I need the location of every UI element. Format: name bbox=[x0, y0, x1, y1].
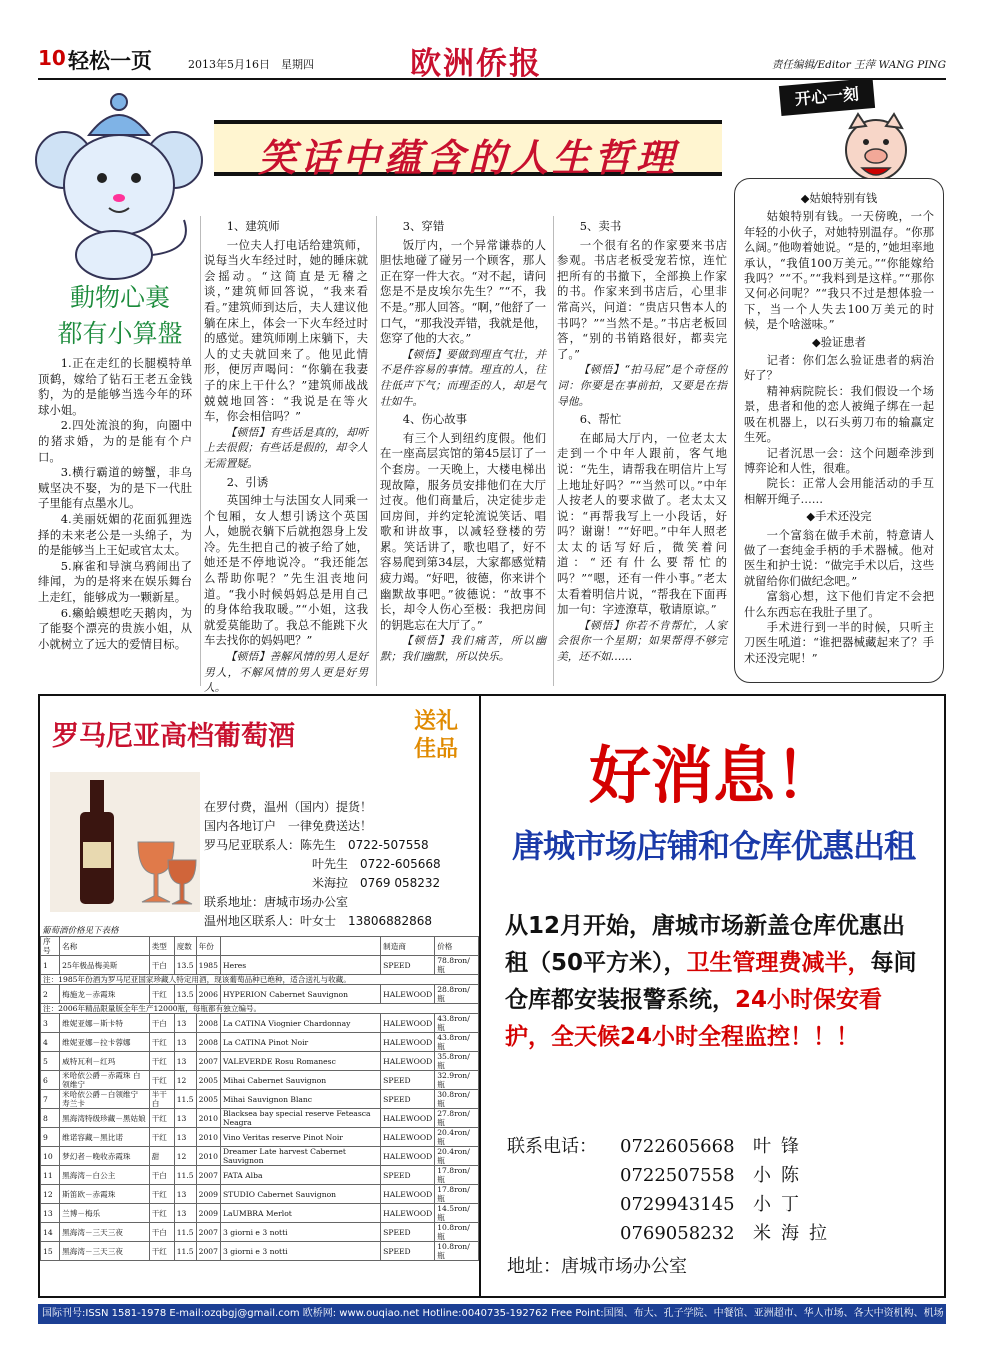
table-cell: SPEED bbox=[381, 956, 435, 975]
joke-text: 一个很有名的作家要来书店参观。书店老板受宠若惊，连忙把所有的书撤下，全部换上作家的书。作家来到书店后，心里非常高兴，问道：“贵店只售本人的书吗？”“当然不是。”书店老板回答，“别的书销路很好，都卖完了。” bbox=[557, 237, 727, 361]
animals-column bbox=[38, 356, 192, 686]
table-note-cell: 注：2006年精品限量版全年生产12000瓶，每瓶都有独立编号。 bbox=[41, 1004, 479, 1014]
animal-item: 5.麻雀和导演乌鸦闹出了绯闻，为的是将来在娱乐舞台上走红，能够成为一颗新星。 bbox=[38, 558, 192, 604]
table-row bbox=[41, 1128, 479, 1147]
table-row bbox=[41, 956, 479, 975]
happy-title: ◆手术还没完 bbox=[806, 510, 872, 524]
table-header-cell: 价格 bbox=[435, 937, 479, 956]
good-news-text: 好消息！ bbox=[588, 739, 837, 812]
contact-name: 小丁 bbox=[753, 1194, 809, 1215]
table-cell: 黑海湾－三天三夜 bbox=[60, 1223, 150, 1242]
table-cell: 17.8ron/瓶 bbox=[435, 1185, 479, 1204]
table-cell: 2009 bbox=[196, 1185, 220, 1204]
price-caption: 葡萄酒价格见下表格 bbox=[42, 926, 119, 936]
table-row bbox=[41, 1071, 479, 1090]
table-cell: Mihai Sauvignon Blanc bbox=[220, 1090, 380, 1109]
wine-contact: 罗马尼亚联系人：陈先生 0722-507558 bbox=[204, 838, 429, 852]
table-cell: 3 giorni e 3 notti bbox=[220, 1242, 380, 1261]
happy-title: ◆验证患者 bbox=[812, 335, 866, 349]
table-cell: 干红 bbox=[149, 1128, 174, 1147]
table-cell: 干红 bbox=[149, 1052, 174, 1071]
table-cell: SPEED bbox=[381, 1223, 435, 1242]
good-news-badge bbox=[563, 726, 863, 822]
wine-contact: 米海拉 0769 058232 bbox=[312, 876, 441, 890]
table-cell: HALEWOOD bbox=[381, 1185, 435, 1204]
table-cell: 米哈依公爵－白领维宁 寿兰卡 bbox=[60, 1090, 150, 1109]
rent-text: 从12月开始，唐城市场新盖仓库优惠出租（50平方米）， bbox=[505, 913, 906, 976]
happy-text: 富翁心想，这下他们肯定不会把什么东西忘在我肚子里了。 bbox=[744, 590, 934, 619]
table-cell: 半干白 bbox=[149, 1090, 174, 1109]
table-cell: 9 bbox=[41, 1128, 60, 1147]
table-cell: 27.8ron/瓶 bbox=[435, 1109, 479, 1128]
mouse-cartoon-icon bbox=[34, 90, 204, 280]
table-cell: Vino Veritas reserve Pinot Noir bbox=[220, 1128, 380, 1147]
joke-title: 1、建筑师 bbox=[226, 219, 280, 233]
table-cell: 15 bbox=[41, 1242, 60, 1261]
table-cell: 干白 bbox=[149, 956, 174, 975]
joke-title: 3、穿错 bbox=[402, 219, 445, 233]
table-cell: 30.8ron/瓶 bbox=[435, 1090, 479, 1109]
animal-item: 4.美丽妩媚的花面狐狸选择的未来老公是一头绵子，为的是能够当上王妃或官太太。 bbox=[38, 511, 192, 558]
joke-text: 英国绅士与法国女人同乘一个包厢，女人想引诱这个英国人，她脱衣躺下后就抱怨身上发冷。先生把自己的被子给了她，她还是不停地说冷。“我还能怎么帮助你呢？”先生沮丧地问道。“我小时候妈妈总是用自己的身体给我取暖。”“小姐，这我就爱莫能助了。我总不能跳下火车去找你的妈妈吧？” bbox=[204, 493, 368, 648]
animal-item: 2.四处流浪的狗，向圈中的猪求婚，为的是能有个户口。 bbox=[38, 418, 192, 464]
contact-name: 小陈 bbox=[753, 1165, 809, 1186]
pig-cartoon-icon bbox=[840, 108, 912, 188]
table-cell: 13 bbox=[174, 1109, 196, 1128]
table-cell: 12 bbox=[174, 1147, 196, 1166]
table-cell: Heres bbox=[220, 956, 380, 975]
wine-ad-title: 罗马尼亚高档葡萄酒 bbox=[52, 721, 295, 752]
table-cell: 10.8ron/瓶 bbox=[435, 1242, 479, 1261]
table-cell: 2008 bbox=[196, 1033, 220, 1052]
joke-text: 饭厅内，一个异常谦恭的人胆怯地碰了碰另一个顾客，那人正在穿一件大衣。“对不起，请问您是不是皮埃尔先生？”“不，我不是。”那人回答。“啊，”他舒了一口气，“那我没弄错，我就是他，您穿了他的大衣。” bbox=[380, 237, 546, 346]
masthead-logo: 欧洲侨报 bbox=[410, 46, 542, 82]
wine-contact: 叶先生 0722-605668 bbox=[312, 857, 441, 871]
table-cell: 28.8ron/瓶 bbox=[435, 985, 479, 1004]
table-cell: 20.4ron/瓶 bbox=[435, 1147, 479, 1166]
happy-text: 姑娘特别有钱。一天傍晚，一个年轻的小伙子，对她特别温存。“你那么阔。”他吻着她说。“是的，”她坦率地承认，“我值100万美元。”“你能嫁给我吗？”“不。”“我料到是这样。”“那你又何必问呢？”“我只不过是想体验一下，当一个人失去100万美元的时候，是个啥滋味。” bbox=[744, 210, 934, 332]
table-cell: 13.5 bbox=[174, 985, 196, 1004]
table-cell: 2006 bbox=[196, 985, 220, 1004]
section-title: 轻松一页 bbox=[68, 49, 152, 73]
footer-bar: 国际刊号:ISSN 1581-1978 E-mail:ozqbgj@gmail.com 欧桥网: www.ouqiao.net Hotline:0040735-192762 Free Point:国图、布大、孔子学院、中餐馆、亚洲超市、华人市场、各大中资机构、机场 bbox=[38, 1304, 946, 1324]
table-cell: 11.5 bbox=[174, 1223, 196, 1242]
wine-bottle-icon bbox=[50, 772, 200, 912]
table-cell: HALEWOOD bbox=[381, 1147, 435, 1166]
table-cell: 11 bbox=[41, 1166, 60, 1185]
issue-date: 2013年5月16日 星期四 bbox=[188, 58, 314, 71]
contact-name: 叶锋 bbox=[753, 1136, 809, 1157]
table-cell: 2010 bbox=[196, 1109, 220, 1128]
table-cell: Mihai Cabernet Sauvignon bbox=[220, 1071, 380, 1090]
table-cell: 维妮亚娜－斯卡特 bbox=[60, 1014, 150, 1033]
table-cell: FATA Alba bbox=[220, 1166, 380, 1185]
joke-title: 5、卖书 bbox=[579, 219, 622, 233]
table-cell: 兰博－梅乐 bbox=[60, 1204, 150, 1223]
ad-section bbox=[38, 694, 946, 1298]
table-cell: HALEWOOD bbox=[381, 985, 435, 1004]
joke-moral: 【顿悟】有些话是真的，却听上去很假；有些话是假的，却令人无需置疑。 bbox=[204, 425, 368, 470]
rent-address: 地址：唐城市场办公室 bbox=[507, 1256, 687, 1277]
jokes-column-1 bbox=[200, 216, 368, 695]
table-cell: 2010 bbox=[196, 1128, 220, 1147]
happy-text: 手术进行到一半的时候，只听主刀医生吼道：“谁把器械藏起来了？手术还没完呢！” bbox=[744, 620, 934, 665]
joke-title: 4、伤心故事 bbox=[402, 412, 467, 427]
table-cell: 黑海湾－三天三夜 bbox=[60, 1242, 150, 1261]
table-cell: 干红 bbox=[149, 1109, 174, 1128]
rent-body bbox=[505, 908, 925, 1056]
table-row bbox=[41, 1166, 479, 1185]
wine-line: 国内各地订户 一律免费送达！ bbox=[204, 819, 373, 833]
table-cell: 7 bbox=[41, 1090, 60, 1109]
table-cell: 干白 bbox=[149, 1166, 174, 1185]
animals-title-line2: 都有小算盤 bbox=[57, 319, 183, 348]
table-cell: 梅施龙－赤霞珠 bbox=[60, 985, 150, 1004]
wine-price-table bbox=[40, 936, 479, 1261]
table-cell: 32.9ron/瓶 bbox=[435, 1071, 479, 1090]
phone-label: 联系电话： bbox=[507, 1136, 597, 1157]
wine-address: 联系地址：唐城市场办公室 bbox=[204, 895, 349, 909]
table-cell: La CATINA Viognier Chardonnay bbox=[220, 1014, 380, 1033]
table-cell: SPEED bbox=[381, 1090, 435, 1109]
table-cell: 3 bbox=[41, 1014, 60, 1033]
wine-wz-contact: 温州地区联系人：叶女士 13806882868 bbox=[204, 914, 432, 928]
table-cell: 11.5 bbox=[174, 1090, 196, 1109]
table-cell: 米哈依公爵－赤霞珠 白领维宁 bbox=[60, 1071, 150, 1090]
table-header-cell: 度数 bbox=[174, 937, 196, 956]
table-cell: STUDIO Cabernet Sauvignon bbox=[220, 1185, 380, 1204]
table-cell: 干红 bbox=[149, 1071, 174, 1090]
table-cell: 2007 bbox=[196, 1242, 220, 1261]
table-cell: HALEWOOD bbox=[381, 1109, 435, 1128]
table-cell: La CATINA Pinot Noir bbox=[220, 1033, 380, 1052]
table-row bbox=[41, 1090, 479, 1109]
phone-number: 0729943145 bbox=[620, 1194, 735, 1215]
table-cell: 2008 bbox=[196, 1014, 220, 1033]
page-number: 10 bbox=[38, 46, 66, 70]
table-header-row bbox=[41, 937, 479, 956]
table-cell: 2007 bbox=[196, 1052, 220, 1071]
happy-text: 记者沉思一会：这个问题牵涉到博弈论和人性，很难。 bbox=[744, 446, 934, 475]
table-cell: 14.5ron/瓶 bbox=[435, 1204, 479, 1223]
rent-text-highlight: 卫生管理费减半， bbox=[686, 950, 871, 976]
table-header-cell: 序号 bbox=[41, 937, 60, 956]
table-cell: 甜 bbox=[149, 1147, 174, 1166]
table-cell: 威特瓦利－红玛 bbox=[60, 1052, 150, 1071]
table-cell: 2007 bbox=[196, 1166, 220, 1185]
table-cell: 13 bbox=[174, 1052, 196, 1071]
table-cell: SPEED bbox=[381, 1242, 435, 1261]
table-cell: 2009 bbox=[196, 1204, 220, 1223]
table-header-cell bbox=[220, 937, 380, 956]
table-cell: 43.8ron/瓶 bbox=[435, 1014, 479, 1033]
table-cell: HALEWOOD bbox=[381, 1033, 435, 1052]
joke-text: 一位夫人打电话给建筑师，说每当火车经过时，她的睡床就会摇动。“这简直是无稽之谈，”建筑师回答说，“我来看看。”建筑师到达后，夫人建议他躺在床上，体会一下火车经过时的感觉。建筑师刚上床躺下，夫人的丈夫就回来了。他见此情形，便厉声喝问：“你躺在我妻子的床上干什么？”建筑师战战兢兢地回答：“我说是在等火车，你会相信吗？” bbox=[204, 237, 368, 424]
phone-number: 0722605668 bbox=[620, 1136, 735, 1157]
table-row bbox=[41, 1204, 479, 1223]
rent-headline: 唐城市场店铺和仓库优惠出租 bbox=[511, 827, 915, 865]
table-cell: 25年极品梅美斯 bbox=[60, 956, 150, 975]
table-cell: 维妮亚娜－拉卡蓉娜 bbox=[60, 1033, 150, 1052]
happy-moment-box bbox=[734, 178, 944, 683]
table-cell: 黑海湾特级珍藏－黑姑娘 bbox=[60, 1109, 150, 1128]
table-note-cell: 注：1985年份酒为罗马尼亚国家珍藏人特定用酒，现该葡萄品种已绝种，适合送礼与收藏。 bbox=[41, 975, 479, 985]
joke-text: 在邮局大厅内，一位老太太走到一个中年人跟前，客气地说：“先生，请帮我在明信片上写上地址好吗？”“当然可以。”中年人按老人的要求做了。老太太又说：“再帮我写上一小段话，好吗？谢谢！”“好吧。”中年人照老太太的话写好后，微笑着问道：“还有什么要帮忙的吗？”“嗯，还有一件小事。”老太太看着明信片说，“帮我在下面再加一句：字迹潦草，敬请原谅。” bbox=[557, 430, 727, 617]
table-cell: 1985 bbox=[196, 956, 220, 975]
table-cell: 干红 bbox=[149, 985, 174, 1004]
table-cell: 10.8ron/瓶 bbox=[435, 1223, 479, 1242]
wine-line: 在罗付费，温州（国内）提货！ bbox=[204, 800, 373, 814]
table-cell: 6 bbox=[41, 1071, 60, 1090]
animal-item: 3.横行霸道的螃蟹，非乌贼坚决不娶，为的是下一代肚子里能有点墨水儿。 bbox=[38, 465, 192, 511]
rent-text-highlight: 24小时保安看护，全天候24小时全程监控！！！ bbox=[505, 987, 883, 1050]
table-header-cell: 制造商 bbox=[381, 937, 435, 956]
table-cell: HYPERION Cabernet Sauvignon bbox=[220, 985, 380, 1004]
table-cell: 11.5 bbox=[174, 1242, 196, 1261]
table-row bbox=[41, 1004, 479, 1014]
jokes-column-2 bbox=[376, 216, 546, 686]
wine-ad-info bbox=[204, 798, 441, 931]
table-cell: VALEVERDE Rosu Romanesc bbox=[220, 1052, 380, 1071]
joke-moral: 【顿悟】你若不肯帮忙，人家会很你一个星期；如果帮得不够完美，还不如…… bbox=[557, 618, 727, 664]
table-cell: 斯笛欧－赤霞珠 bbox=[60, 1185, 150, 1204]
table-cell: 20.4ron/瓶 bbox=[435, 1128, 479, 1147]
table-cell: 2007 bbox=[196, 1223, 220, 1242]
table-cell: HALEWOOD bbox=[381, 1204, 435, 1223]
table-cell: 13 bbox=[174, 1128, 196, 1147]
animals-title-line1: 動物心裏 bbox=[69, 283, 170, 312]
table-cell: 3 giorni e 3 notti bbox=[220, 1223, 380, 1242]
contact-name: 米海拉 bbox=[753, 1223, 837, 1244]
table-header-cell: 类型 bbox=[149, 937, 174, 956]
table-cell: 17.8ron/瓶 bbox=[435, 1166, 479, 1185]
section-stamp: 开心一刻 bbox=[779, 78, 875, 116]
table-header-cell: 名称 bbox=[60, 937, 150, 956]
table-cell: 维诺容藏－黑比诺 bbox=[60, 1128, 150, 1147]
table-row bbox=[41, 1242, 479, 1261]
table-header-cell: 年份 bbox=[196, 937, 220, 956]
table-row bbox=[41, 975, 479, 985]
joke-moral: 【顿悟】要做到理直气壮，并不是件容易的事情。理直的人，往往低声下气；而理歪的人，却是气壮如牛。 bbox=[380, 347, 546, 408]
table-cell: 13 bbox=[174, 1014, 196, 1033]
table-cell: 5 bbox=[41, 1052, 60, 1071]
table-cell: 14 bbox=[41, 1223, 60, 1242]
table-row bbox=[41, 985, 479, 1004]
table-cell: 43.8ron/瓶 bbox=[435, 1033, 479, 1052]
table-cell: 78.8ron/瓶 bbox=[435, 956, 479, 975]
editor-credit: 责任编辑/Editor 王萍 WANG PING bbox=[771, 59, 946, 71]
table-row bbox=[41, 1147, 479, 1166]
table-cell: 1 bbox=[41, 956, 60, 975]
table-cell: 2010 bbox=[196, 1147, 220, 1166]
table-cell: 13 bbox=[174, 1185, 196, 1204]
table-row bbox=[41, 1052, 479, 1071]
table-row bbox=[41, 1109, 479, 1128]
table-cell: 11.5 bbox=[174, 1166, 196, 1185]
table-cell: 干红 bbox=[149, 1185, 174, 1204]
table-cell: LaUMBRA Merlot bbox=[220, 1204, 380, 1223]
table-cell: 干红 bbox=[149, 1242, 174, 1261]
table-cell: 13 bbox=[174, 1204, 196, 1223]
table-cell: 梦幻者－晚收赤霞珠 bbox=[60, 1147, 150, 1166]
happy-text: 院长：正常人会用能活动的手互相解开绳子…… bbox=[744, 477, 934, 506]
phone-number: 0722507558 bbox=[620, 1165, 735, 1186]
table-cell: 12 bbox=[174, 1071, 196, 1090]
happy-title: ◆姑娘特别有钱 bbox=[800, 192, 878, 205]
table-cell: SPEED bbox=[381, 1071, 435, 1090]
table-cell: Dreamer Late harvest Cabernet Sauvignon bbox=[220, 1147, 380, 1166]
table-cell: 2005 bbox=[196, 1090, 220, 1109]
feature-banner bbox=[214, 120, 722, 180]
table-cell: 2 bbox=[41, 985, 60, 1004]
page-header bbox=[38, 44, 946, 80]
table-cell: SPEED bbox=[381, 1166, 435, 1185]
table-row bbox=[41, 1033, 479, 1052]
table-cell: 2005 bbox=[196, 1071, 220, 1090]
joke-moral: 【顿悟】我们痛苦，所以幽默；我们幽默，所以快乐。 bbox=[380, 634, 546, 664]
gift-badge: 送礼佳品 bbox=[413, 709, 458, 762]
joke-title: 6、帮忙 bbox=[579, 412, 622, 427]
table-cell: 13 bbox=[41, 1204, 60, 1223]
table-cell: HALEWOOD bbox=[381, 1128, 435, 1147]
table-cell: Blacksea bay special reserve Feteasca Neagra bbox=[220, 1109, 380, 1128]
table-row bbox=[41, 1014, 479, 1033]
wine-ad bbox=[40, 696, 481, 1296]
table-cell: 干白 bbox=[149, 1014, 174, 1033]
table-cell: 13.5 bbox=[174, 956, 196, 975]
rent-text: 每间仓库都安装报警系统， bbox=[505, 950, 917, 1013]
table-cell: 35.8ron/瓶 bbox=[435, 1052, 479, 1071]
happy-text: 精神病院院长：我们假设一个场景，患者和他的恋人被绳子绑在一起吸在机器上，以石头剪刀布的输赢定生死。 bbox=[744, 384, 934, 445]
rent-ad bbox=[483, 696, 944, 1296]
animal-item: 1.正在走红的长腿模特单顶鹤，嫁给了钻石王老五金钱豹，为的是能够当选今年的环球小姐。 bbox=[38, 356, 192, 417]
table-cell: 12 bbox=[41, 1185, 60, 1204]
happy-text: 一个富翁在做手术前，特意请人做了一套纯金手柄的手术器械。他对医生和护士说：“做完手术以后，这些就留给你们做纪念吧。” bbox=[744, 528, 934, 588]
table-cell: 4 bbox=[41, 1033, 60, 1052]
feature-title: 笑话中蕴含的人生哲理 bbox=[257, 135, 678, 180]
happy-text: 记者：你们怎么验证患者的病治好了？ bbox=[744, 354, 934, 383]
rent-contact bbox=[507, 1132, 927, 1252]
joke-moral: 【顿悟】善解风情的男人是好男人，不解风情的男人更是好男人。 bbox=[204, 650, 368, 695]
table-row bbox=[41, 1185, 479, 1204]
table-cell: 干红 bbox=[149, 1033, 174, 1052]
joke-title: 2、引诱 bbox=[226, 474, 269, 489]
table-cell: 13 bbox=[174, 1033, 196, 1052]
table-cell: 干红 bbox=[149, 1204, 174, 1223]
table-cell: HALEWOOD bbox=[381, 1052, 435, 1071]
table-cell: HALEWOOD bbox=[381, 1014, 435, 1033]
table-cell: 10 bbox=[41, 1147, 60, 1166]
joke-moral: 【顿悟】“拍马屁”是个奇怪的词：你要是在事前拍，又要是在指导他。 bbox=[557, 363, 727, 408]
phone-number: 0769058232 bbox=[620, 1223, 735, 1244]
animals-title bbox=[30, 280, 210, 352]
table-cell: 黑海湾－白公主 bbox=[60, 1166, 150, 1185]
animal-item: 6.癞蛤蟆想吃天鹅肉，为了能娶个漂亮的贵族小姐，从小就树立了远大的爱情目标。 bbox=[38, 605, 192, 651]
table-row bbox=[41, 1223, 479, 1242]
table-cell: 干白 bbox=[149, 1223, 174, 1242]
joke-text: 有三个人到纽约度假。他们在一座高层宾馆的第45层订了一个套房。一天晚上，大楼电梯出现故障，服务员安排他们在大厅过夜。他们商量后，决定徒步走回房间，并约定轮流说笑话、唱歌和讲故事，以减轻登楼的劳累。笑话讲了，歌也唱了，好不容易爬到第34层，大家都感觉精疲力竭。“好吧，彼德，你来讲个幽默故事吧。”彼德说：“故事不长，却令人伤心至极：我把房间的钥匙忘在大厅了。” bbox=[380, 430, 546, 632]
table-cell: 8 bbox=[41, 1109, 60, 1128]
jokes-column-3 bbox=[553, 216, 727, 686]
